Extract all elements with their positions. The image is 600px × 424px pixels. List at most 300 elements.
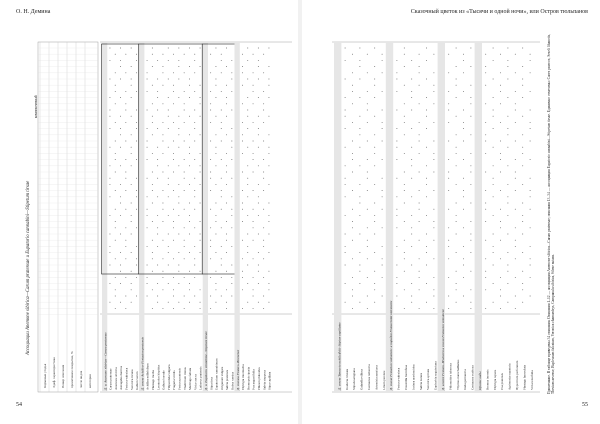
presence-mark bbox=[493, 60, 494, 61]
species-row-label: Elytrigia repens bbox=[492, 369, 497, 390]
presence-mark bbox=[194, 258, 195, 259]
presence-mark bbox=[500, 141, 501, 142]
presence-mark bbox=[493, 97, 494, 98]
presence-mark bbox=[136, 190, 137, 191]
right-table bbox=[302, 0, 600, 424]
presence-mark bbox=[221, 128, 222, 129]
presence-mark bbox=[152, 221, 153, 222]
presence-mark bbox=[173, 240, 174, 241]
presence-mark bbox=[216, 66, 217, 67]
presence-mark bbox=[500, 240, 501, 241]
presence-mark bbox=[110, 302, 111, 303]
presence-mark bbox=[382, 122, 383, 123]
presence-mark bbox=[359, 196, 360, 197]
presence-mark bbox=[131, 134, 132, 135]
presence-mark bbox=[200, 203, 201, 204]
presence-mark bbox=[448, 103, 449, 104]
presence-mark bbox=[110, 196, 111, 197]
presence-mark bbox=[120, 265, 121, 266]
presence-mark bbox=[110, 252, 111, 253]
presence-mark bbox=[374, 79, 375, 80]
presence-mark bbox=[189, 221, 190, 222]
presence-marks bbox=[221, 54, 222, 297]
presence-mark bbox=[263, 308, 264, 309]
presence-mark bbox=[426, 60, 427, 61]
presence-mark bbox=[163, 308, 164, 309]
presence-mark bbox=[500, 190, 501, 191]
presence-mark bbox=[184, 122, 185, 123]
presence-mark bbox=[269, 134, 270, 135]
presence-mark bbox=[115, 209, 116, 210]
diagnostic-frame bbox=[139, 44, 204, 274]
presence-mark bbox=[426, 246, 427, 247]
presence-mark bbox=[522, 203, 523, 204]
presence-mark bbox=[178, 97, 179, 98]
presence-mark bbox=[120, 147, 121, 148]
left-page-number: 54 bbox=[16, 402, 22, 408]
presence-mark bbox=[426, 128, 427, 129]
presence-mark bbox=[157, 227, 158, 228]
species-row-label: Centaurea scabiosa bbox=[470, 365, 475, 390]
presence-mark bbox=[184, 54, 185, 55]
species-row-label: Vicia tenuifolia bbox=[529, 370, 534, 390]
presence-mark bbox=[136, 227, 137, 228]
presence-mark bbox=[258, 116, 259, 117]
presence-mark bbox=[200, 221, 201, 222]
presence-mark bbox=[173, 172, 174, 173]
presence-marks bbox=[352, 54, 353, 309]
presence-mark bbox=[189, 283, 190, 284]
presence-mark bbox=[147, 277, 148, 278]
presence-mark bbox=[226, 103, 227, 104]
presence-marks bbox=[173, 54, 174, 309]
presence-mark bbox=[110, 48, 111, 49]
presence-mark bbox=[194, 110, 195, 111]
presence-mark bbox=[189, 271, 190, 272]
presence-mark bbox=[345, 165, 346, 166]
species-row-label: Galatella villosa bbox=[359, 369, 364, 390]
presence-mark bbox=[463, 227, 464, 228]
presence-mark bbox=[345, 184, 346, 185]
presence-mark bbox=[352, 72, 353, 73]
presence-mark bbox=[216, 203, 217, 204]
column-label: проективное покрытие, % bbox=[70, 351, 74, 388]
presence-mark bbox=[200, 165, 201, 166]
presence-mark bbox=[226, 308, 227, 309]
presence-mark bbox=[231, 196, 232, 197]
presence-mark bbox=[152, 190, 153, 191]
presence-mark bbox=[263, 91, 264, 92]
presence-mark bbox=[242, 66, 243, 67]
presence-mark bbox=[178, 234, 179, 235]
presence-mark bbox=[200, 134, 201, 135]
presence-mark bbox=[163, 221, 164, 222]
presence-mark bbox=[352, 308, 353, 309]
presence-mark bbox=[168, 252, 169, 253]
species-row-label: Poa angustifolia bbox=[251, 369, 256, 390]
presence-mark bbox=[463, 110, 464, 111]
presence-mark bbox=[168, 283, 169, 284]
presence-mark bbox=[515, 240, 516, 241]
presence-mark bbox=[263, 141, 264, 142]
presence-mark bbox=[493, 165, 494, 166]
presence-mark bbox=[184, 240, 185, 241]
presence-mark bbox=[115, 308, 116, 309]
presence-mark bbox=[404, 48, 405, 49]
presence-marks bbox=[359, 48, 360, 303]
presence-mark bbox=[221, 296, 222, 297]
presence-mark bbox=[210, 172, 211, 173]
presence-mark bbox=[485, 54, 486, 55]
presence-mark bbox=[345, 252, 346, 253]
presence-mark bbox=[367, 209, 368, 210]
presence-mark bbox=[173, 190, 174, 191]
presence-mark bbox=[184, 159, 185, 160]
presence-marks bbox=[433, 54, 434, 309]
presence-mark bbox=[247, 283, 248, 284]
presence-mark bbox=[242, 240, 243, 241]
presence-mark bbox=[189, 97, 190, 98]
presence-mark bbox=[456, 252, 457, 253]
presence-mark bbox=[404, 54, 405, 55]
presence-mark bbox=[157, 79, 158, 80]
presence-mark bbox=[411, 110, 412, 111]
presence-mark bbox=[110, 110, 111, 111]
presence-mark bbox=[530, 60, 531, 61]
presence-mark bbox=[226, 289, 227, 290]
presence-mark bbox=[269, 48, 270, 49]
species-row-label: Thalictrum minus bbox=[182, 367, 187, 390]
presence-mark bbox=[382, 277, 383, 278]
presence-mark bbox=[231, 159, 232, 160]
presence-mark bbox=[200, 153, 201, 154]
presence-mark bbox=[200, 234, 201, 235]
presence-mark bbox=[345, 196, 346, 197]
presence-mark bbox=[382, 110, 383, 111]
presence-mark bbox=[115, 240, 116, 241]
presence-mark bbox=[189, 79, 190, 80]
presence-mark bbox=[178, 79, 179, 80]
presence-mark bbox=[131, 184, 132, 185]
section-title: Д. союзов Festuco–Brometea bbox=[235, 349, 240, 390]
presence-mark bbox=[426, 79, 427, 80]
presence-mark bbox=[136, 265, 137, 266]
presence-mark bbox=[147, 265, 148, 266]
species-row-label: Stipa tirsa bbox=[209, 377, 214, 390]
presence-mark bbox=[173, 277, 174, 278]
presence-mark bbox=[253, 141, 254, 142]
presence-mark bbox=[515, 277, 516, 278]
presence-mark bbox=[263, 159, 264, 160]
presence-marks bbox=[485, 54, 486, 309]
presence-mark bbox=[184, 209, 185, 210]
presence-mark bbox=[367, 277, 368, 278]
presence-mark bbox=[163, 122, 164, 123]
presence-mark bbox=[253, 227, 254, 228]
presence-mark bbox=[448, 240, 449, 241]
presence-mark bbox=[411, 178, 412, 179]
species-row-label: Poa pratensis bbox=[500, 373, 505, 390]
presence-mark bbox=[507, 97, 508, 98]
presence-mark bbox=[352, 54, 353, 55]
presence-mark bbox=[522, 271, 523, 272]
presence-mark bbox=[242, 172, 243, 173]
presence-mark bbox=[404, 271, 405, 272]
presence-mark bbox=[470, 116, 471, 117]
presence-marks bbox=[253, 54, 254, 309]
presence-mark bbox=[157, 265, 158, 266]
presence-mark bbox=[221, 277, 222, 278]
presence-mark bbox=[500, 277, 501, 278]
presence-mark bbox=[522, 48, 523, 49]
presence-mark bbox=[470, 134, 471, 135]
presence-mark bbox=[168, 234, 169, 235]
presence-mark bbox=[136, 277, 137, 278]
presence-mark bbox=[242, 122, 243, 123]
presence-mark bbox=[147, 215, 148, 216]
species-row-label: Astragalus danicus bbox=[119, 365, 124, 390]
presence-mark bbox=[147, 147, 148, 148]
presence-mark bbox=[178, 283, 179, 284]
presence-mark bbox=[507, 147, 508, 148]
presence-mark bbox=[131, 85, 132, 86]
presence-mark bbox=[200, 184, 201, 185]
presence-mark bbox=[168, 116, 169, 117]
species-row-label: Achillea millefolium bbox=[145, 363, 150, 390]
presence-mark bbox=[456, 165, 457, 166]
presence-mark bbox=[374, 165, 375, 166]
presence-mark bbox=[178, 196, 179, 197]
presence-mark bbox=[189, 134, 190, 135]
presence-mark bbox=[125, 159, 126, 160]
presence-mark bbox=[367, 190, 368, 191]
presence-mark bbox=[247, 116, 248, 117]
species-row-label: Veronica incana bbox=[129, 369, 134, 390]
presence-mark bbox=[120, 234, 121, 235]
presence-mark bbox=[226, 184, 227, 185]
presence-mark bbox=[258, 97, 259, 98]
presence-mark bbox=[110, 60, 111, 61]
presence-marks bbox=[269, 48, 270, 303]
presence-mark bbox=[147, 141, 148, 142]
presence-mark bbox=[419, 153, 420, 154]
presence-mark bbox=[115, 172, 116, 173]
presence-mark bbox=[147, 159, 148, 160]
presence-mark bbox=[221, 190, 222, 191]
presence-mark bbox=[367, 122, 368, 123]
presence-mark bbox=[345, 302, 346, 303]
presence-marks bbox=[189, 48, 190, 303]
species-row-label: Plantago lanceolata bbox=[522, 365, 527, 390]
presence-mark bbox=[448, 110, 449, 111]
presence-mark bbox=[515, 72, 516, 73]
presence-mark bbox=[382, 296, 383, 297]
presence-mark bbox=[463, 209, 464, 210]
presence-mark bbox=[231, 277, 232, 278]
presence-mark bbox=[263, 178, 264, 179]
presence-mark bbox=[269, 79, 270, 80]
presence-mark bbox=[345, 265, 346, 266]
presence-mark bbox=[147, 79, 148, 80]
presence-mark bbox=[500, 122, 501, 123]
species-row-label: Origanum vulgare bbox=[219, 366, 224, 390]
presence-mark bbox=[374, 203, 375, 204]
presence-mark bbox=[456, 85, 457, 86]
section-title: Д. а. Eupatorio cannabini—Stipetum tirsae bbox=[204, 331, 208, 390]
presence-mark bbox=[253, 91, 254, 92]
presence-mark bbox=[216, 302, 217, 303]
presence-mark bbox=[152, 308, 153, 309]
presence-marks bbox=[131, 48, 132, 303]
presence-mark bbox=[411, 283, 412, 284]
presence-mark bbox=[200, 66, 201, 67]
presence-mark bbox=[152, 184, 153, 185]
presence-mark bbox=[456, 184, 457, 185]
presence-mark bbox=[221, 159, 222, 160]
presence-mark bbox=[120, 97, 121, 98]
right-page bbox=[302, 0, 600, 424]
presence-mark bbox=[374, 252, 375, 253]
presence-mark bbox=[448, 91, 449, 92]
presence-mark bbox=[433, 153, 434, 154]
presence-mark bbox=[221, 122, 222, 123]
presence-mark bbox=[147, 72, 148, 73]
presence-mark bbox=[221, 258, 222, 259]
presence-mark bbox=[157, 246, 158, 247]
presence-marks bbox=[157, 60, 158, 303]
presence-mark bbox=[200, 252, 201, 253]
presence-mark bbox=[136, 91, 137, 92]
presence-mark bbox=[269, 116, 270, 117]
presence-mark bbox=[131, 203, 132, 204]
presence-mark bbox=[131, 48, 132, 49]
species-row-label: Bromopsis riparia bbox=[246, 367, 251, 390]
presence-marks bbox=[263, 54, 264, 309]
presence-mark bbox=[189, 203, 190, 204]
presence-mark bbox=[426, 147, 427, 148]
presence-mark bbox=[136, 296, 137, 297]
presence-mark bbox=[200, 289, 201, 290]
presence-mark bbox=[115, 153, 116, 154]
presence-mark bbox=[125, 110, 126, 111]
presence-mark bbox=[221, 209, 222, 210]
presence-mark bbox=[163, 134, 164, 135]
presence-mark bbox=[352, 227, 353, 228]
presence-mark bbox=[173, 159, 174, 160]
presence-mark bbox=[125, 54, 126, 55]
presence-mark bbox=[258, 215, 259, 216]
presence-mark bbox=[125, 258, 126, 259]
presence-mark bbox=[115, 221, 116, 222]
presence-mark bbox=[200, 308, 201, 309]
presence-mark bbox=[152, 122, 153, 123]
presence-mark bbox=[253, 277, 254, 278]
presence-mark bbox=[404, 85, 405, 86]
presence-mark bbox=[194, 128, 195, 129]
presence-mark bbox=[485, 190, 486, 191]
presence-mark bbox=[131, 234, 132, 235]
presence-mark bbox=[493, 252, 494, 253]
presence-mark bbox=[500, 85, 501, 86]
presence-mark bbox=[163, 289, 164, 290]
presence-marks bbox=[470, 48, 471, 309]
presence-mark bbox=[168, 265, 169, 266]
presence-mark bbox=[507, 134, 508, 135]
presence-mark bbox=[411, 302, 412, 303]
presence-mark bbox=[115, 159, 116, 160]
presence-mark bbox=[184, 178, 185, 179]
presence-mark bbox=[530, 296, 531, 297]
presence-mark bbox=[411, 79, 412, 80]
presence-mark bbox=[125, 178, 126, 179]
presence-mark bbox=[485, 289, 486, 290]
presence-mark bbox=[226, 271, 227, 272]
presence-mark bbox=[530, 258, 531, 259]
presence-mark bbox=[247, 184, 248, 185]
presence-mark bbox=[231, 178, 232, 179]
presence-mark bbox=[485, 72, 486, 73]
presence-mark bbox=[396, 60, 397, 61]
presence-mark bbox=[419, 308, 420, 309]
presence-mark bbox=[456, 153, 457, 154]
presence-mark bbox=[242, 289, 243, 290]
presence-mark bbox=[221, 72, 222, 73]
presence-mark bbox=[163, 271, 164, 272]
presence-mark bbox=[404, 103, 405, 104]
species-row-label: Phleum phleoides bbox=[257, 367, 261, 390]
presence-mark bbox=[396, 215, 397, 216]
presence-mark bbox=[493, 48, 494, 49]
presence-mark bbox=[345, 283, 346, 284]
presence-mark bbox=[226, 302, 227, 303]
presence-mark bbox=[189, 153, 190, 154]
presence-mark bbox=[210, 190, 211, 191]
presence-mark bbox=[184, 227, 185, 228]
presence-mark bbox=[485, 103, 486, 104]
presence-mark bbox=[221, 110, 222, 111]
presence-mark bbox=[433, 227, 434, 228]
presence-mark bbox=[194, 178, 195, 179]
presence-mark bbox=[269, 66, 270, 67]
presence-mark bbox=[448, 227, 449, 228]
presence-marks bbox=[507, 48, 508, 303]
presence-mark bbox=[522, 79, 523, 80]
presence-mark bbox=[242, 103, 243, 104]
presence-mark bbox=[419, 134, 420, 135]
presence-mark bbox=[125, 122, 126, 123]
presence-mark bbox=[404, 116, 405, 117]
presence-mark bbox=[359, 234, 360, 235]
presence-mark bbox=[157, 159, 158, 160]
presence-mark bbox=[131, 153, 132, 154]
presence-mark bbox=[200, 302, 201, 303]
presence-mark bbox=[374, 289, 375, 290]
presence-mark bbox=[115, 258, 116, 259]
presence-mark bbox=[345, 97, 346, 98]
species-row-label: Euphorbia seguieriana bbox=[433, 361, 438, 390]
presence-mark bbox=[226, 203, 227, 204]
presence-mark bbox=[226, 234, 227, 235]
presence-mark bbox=[404, 190, 405, 191]
presence-marks bbox=[463, 54, 464, 297]
presence-mark bbox=[115, 289, 116, 290]
presence-mark bbox=[485, 221, 486, 222]
presence-mark bbox=[269, 184, 270, 185]
presence-mark bbox=[352, 221, 353, 222]
presence-mark bbox=[382, 178, 383, 179]
presence-mark bbox=[157, 296, 158, 297]
presence-mark bbox=[189, 234, 190, 235]
